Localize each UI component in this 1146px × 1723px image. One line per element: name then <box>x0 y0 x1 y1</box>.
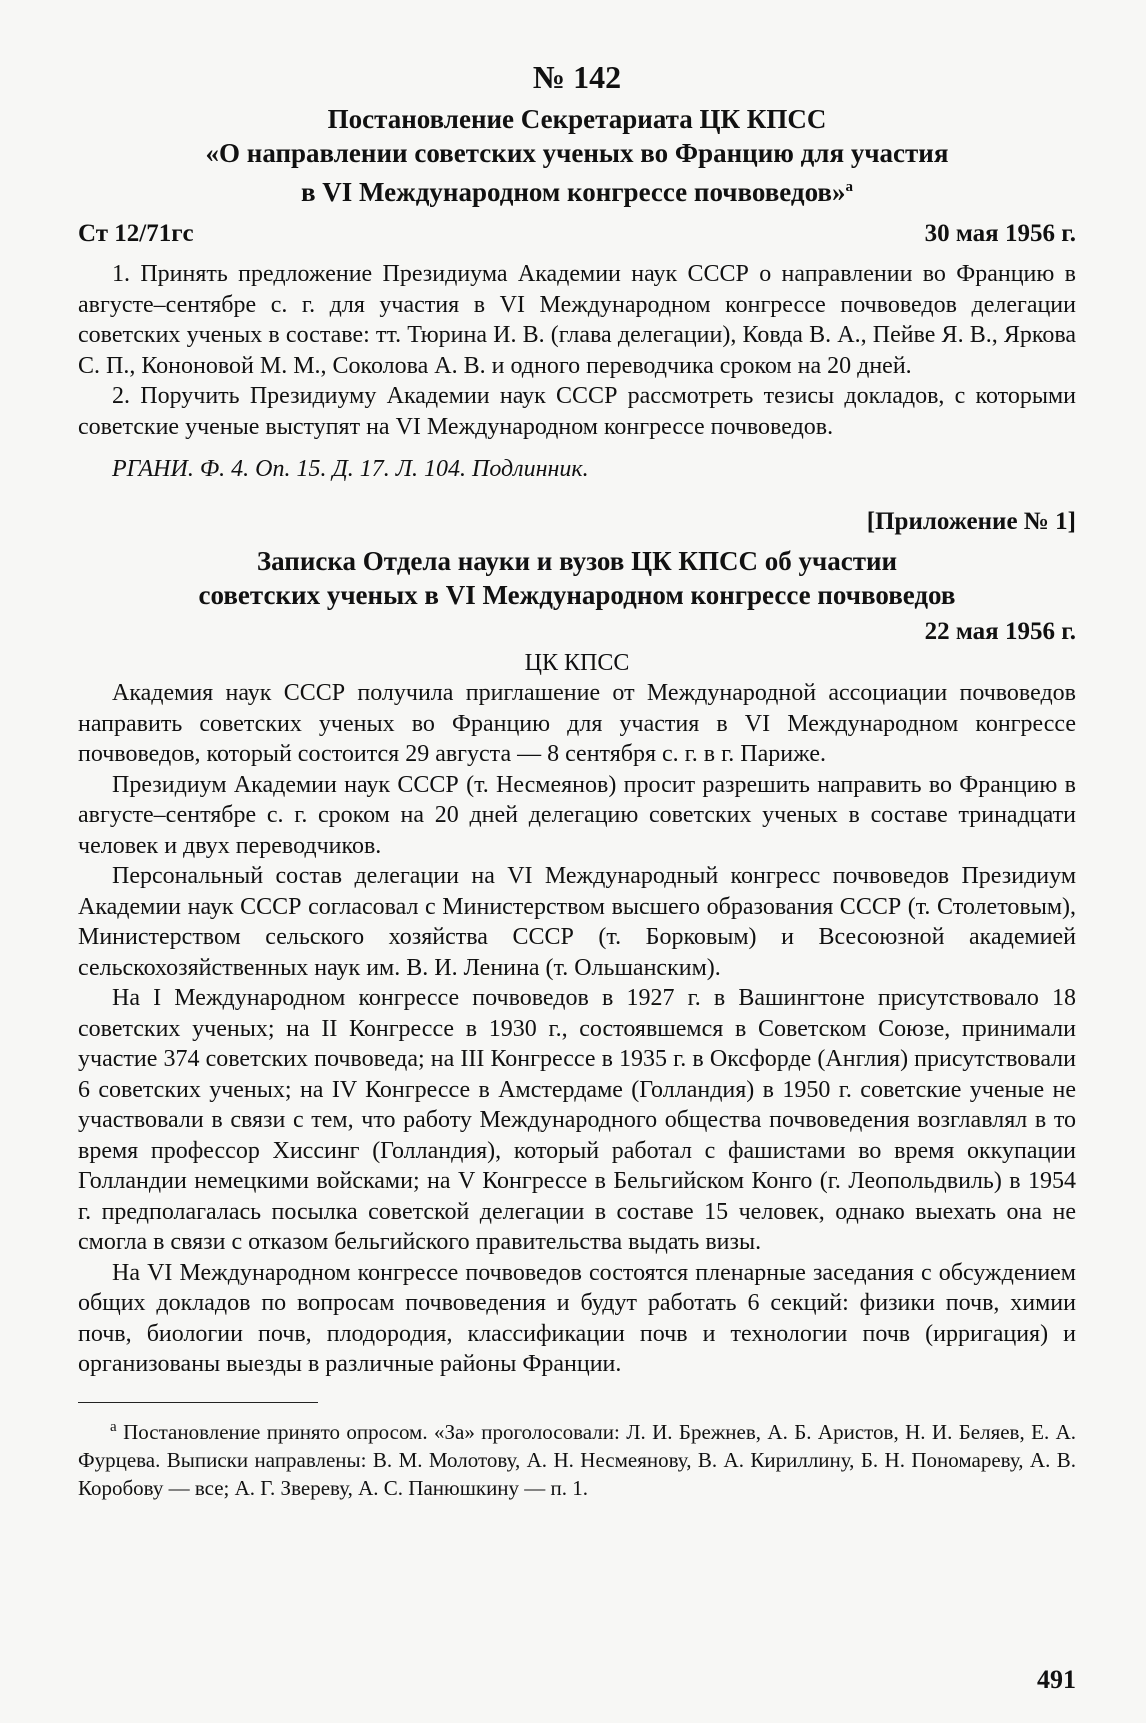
appendix-label: [Приложение № 1] <box>866 508 1076 535</box>
footnote-divider <box>78 1402 318 1403</box>
document-number: № 142 <box>532 59 622 95</box>
resolution-paragraph: 1. Принять предложение Президиума Академии наук СССР о направлении во Францию в августе–сентябре с. г. для участия в VI Международном конгрессе почвоведов делегации советских ученых в составе: тт. Тюрина И. В. (глава делегации), Ковда В. А., Пейве Я. В., Яркова С. П., Кононовой М. М., Соколова А. В. и одного переводчика сроком на 20 дней. <box>78 261 1076 379</box>
protocol-number: Ст 12/71гс <box>78 220 194 247</box>
appendix-title <box>118 544 1036 612</box>
resolution-paragraph: 2. Поручить Президиуму Академии наук СССР рассмотреть тезисы докладов, с которыми советские ученые выступят на VI Международном конгрессе почвоведов. <box>78 383 1076 440</box>
title-line: Постановление Секретариата ЦК КПСС <box>327 104 827 134</box>
document-title <box>138 102 1016 209</box>
title-line: «О направлении советских ученых во Францию для участия <box>205 138 949 168</box>
document-page <box>78 58 1076 1502</box>
appendix-paragraph: Академия наук СССР получила приглашение от Международной ассоциации почвоведов направить советских ученых во Францию для участия в VI Международном конгрессе почвоведов, который состоится 29 августа — 8 сентября с. г. в г. Париже. <box>78 680 1076 767</box>
page-number: 491 <box>1037 1665 1076 1694</box>
resolution-body <box>78 259 1076 442</box>
appendix-paragraph: Президиум Академии наук СССР (т. Несмеянов) просит разрешить направить во Францию в августе–сентябре с. г. сроком на 20 дней делегацию советских ученых в составе тринадцати человек и двух переводчиков. <box>78 771 1076 859</box>
footnote <box>78 1413 1076 1502</box>
addressee: ЦК КПСС <box>524 650 630 676</box>
archive-reference: РГАНИ. Ф. 4. Оп. 15. Д. 17. Л. 104. Подлинник. <box>112 456 589 482</box>
protocol-date-row <box>78 217 1076 251</box>
title-footnote-mark: а <box>845 179 854 195</box>
resolution-date: 30 мая 1956 г. <box>924 220 1076 247</box>
appendix-title-line: советских ученых в VI Международном конгрессе почвоведов <box>198 580 956 610</box>
appendix-body <box>78 678 1076 1380</box>
footnote-mark: а <box>110 1418 117 1435</box>
appendix-date: 22 мая 1956 г. <box>924 618 1076 645</box>
footnote-text: Постановление принято опросом. «За» проголосовали: Л. И. Брежнев, А. Б. Аристов, Н. И. Беляев, Е. А. Фурцева. Выписки направлены: В. М. Молотову, А. Н. Несмеянову, В. А. Кириллину, Б. Н. Пономареву, А. В. Коробову — все; А. Г. Звереву, А. С. Панюшкину — п. 1. <box>78 1419 1077 1500</box>
appendix-title-line: Записка Отдела науки и вузов ЦК КПСС об участии <box>256 546 898 576</box>
appendix-paragraph: На VI Международном конгрессе почвоведов состоятся пленарные заседания с обсуждением общих докладов по вопросам почвоведения и будут работать 6 секций: физики почв, химии почв, биологии почв, плодородия, классификации почв и технологии почв (ирригация) и организованы выезды в различные районы Франции. <box>78 1259 1076 1377</box>
appendix-paragraph: На I Международном конгрессе почвоведов в 1927 г. в Вашингтоне присутствовало 18 советских ученых; на II Конгрессе в 1930 г., состоявшемся в Советском Союзе, принимали участие 374 советских почвоведа; на III Конгрессе в 1935 г. в Оксфорде (Англия) присутствовали 6 советских ученых; на IV Конгрессе в Амстердаме (Голландия) в 1950 г. советские ученые не участвовали в связи с тем, что работу Международного общества почвоведения возглавлял в то время профессор Хиссинг (Голландия), который работал с фашистами во время оккупации Голландии немецкими войсками; на V Конгрессе в Бельгийском Конго (г. Леопольдвиль) в 1954 г. предполагалась посылка советской делегации в составе 15 человек, однако выехать она не смогла в связи с отказом бельгийского правительства выдать визы. <box>78 985 1076 1255</box>
appendix-paragraph: Персональный состав делегации на VI Международный конгресс почвоведов Президиум Академии наук СССР согласовал с Министерством высшего образования СССР (т. Столетовым), Министерством сельского хозяйства СССР (т. Борковым) и Всесоюзной академией сельскохозяйственных наук им. В. И. Ленина (т. Ольшанским). <box>78 863 1076 981</box>
title-line: в VI Международном конгрессе почвоведов»$^а$ <box>300 177 854 207</box>
